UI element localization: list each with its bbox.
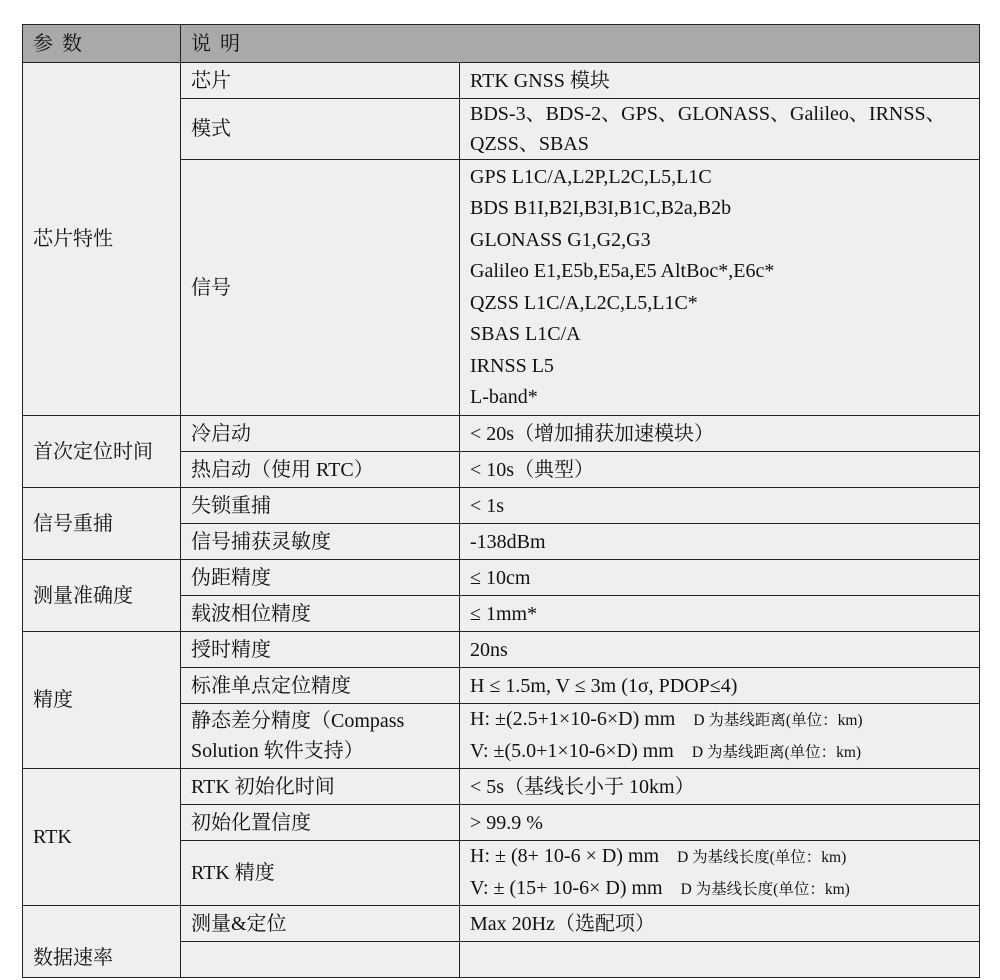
h-value: H: ± (8+ 10-6 × D) mm [470,845,660,867]
param-empty [181,942,460,978]
value-rtk-accuracy [460,841,980,906]
h-note: D 为基线距离(单位：km) [693,712,863,729]
v-value: V: ± (15+ 10-6× D) mm [470,877,663,899]
value-empty [460,942,980,978]
value-static-diff [460,704,980,769]
signal-line: Galileo E1,E5b,E5a,E5 AltBoc*,E6c* [470,260,775,282]
value-mode [460,99,980,160]
group-precision: 精度 [23,632,181,769]
table-row [23,906,980,942]
header-desc: 说 明 [181,25,980,63]
table-row [23,416,980,452]
param-sensitivity: 信号捕获灵敏度 [181,524,460,560]
value-meas-pos: Max 20Hz（选配项） [460,906,980,942]
param-meas-pos: 测量&定位 [181,906,460,942]
param-rtk-accuracy: RTK 精度 [181,841,460,906]
group-rtk: RTK [23,769,181,906]
param-lock-reacq: 失锁重捕 [181,488,460,524]
value-pseudorange: ≤ 10cm [460,560,980,596]
value-line [470,736,969,768]
table-row [23,632,980,668]
param-static-diff [181,704,460,769]
value-rtk-init-time: < 5s（基线长小于 10km） [460,769,980,805]
group-reacquisition: 信号重捕 [23,488,181,560]
value-chip: RTK GNSS 模块 [460,63,980,99]
param-mode: 模式 [181,99,460,160]
signal-line: BDS B1I,B2I,B3I,B1C,B2a,B2b [470,197,732,219]
param-spp: 标准单点定位精度 [181,668,460,704]
param-line: 静态差分精度（Compass [191,710,405,732]
param-chip: 芯片 [181,63,460,99]
param-timing: 授时精度 [181,632,460,668]
param-init-confidence: 初始化置信度 [181,805,460,841]
param-carrier-phase: 载波相位精度 [181,596,460,632]
signal-line: IRNSS L5 [470,354,554,377]
signal-line: QZSS L1C/A,L2C,L5,L1C* [470,291,698,314]
group-ttff: 首次定位时间 [23,416,181,488]
group-data-rate: 数据速率 [23,906,181,978]
value-init-confidence: > 99.9 % [460,805,980,841]
value-carrier-phase: ≤ 1mm* [460,596,980,632]
spec-table [22,24,980,978]
h-note: D 为基线长度(单位：km) [677,849,847,866]
mode-line: BDS-3、BDS-2、GPS、GLONASS、Galileo、IRNSS、 [470,103,946,125]
group-measurement: 测量准确度 [23,560,181,632]
table-row [23,488,980,524]
h-value: H: ±(2.5+1×10-6×D) mm [470,708,676,730]
value-timing: 20ns [460,632,980,668]
table-row [23,560,980,596]
table-row [23,769,980,805]
header-param: 参 数 [23,25,181,63]
value-line [470,873,969,905]
signal-line: GPS L1C/A,L2P,L2C,L5,L1C [470,165,712,188]
mode-line: QZSS、SBAS [470,133,589,155]
signal-line: SBAS L1C/A [470,323,581,345]
v-value: V: ±(5.0+1×10-6×D) mm [470,740,674,762]
param-pseudorange: 伪距精度 [181,560,460,596]
v-note: D 为基线长度(单位：km) [680,881,850,898]
value-lock-reacq: < 1s [460,488,980,524]
param-rtk-init-time: RTK 初始化时间 [181,769,460,805]
param-cold-start: 冷启动 [181,416,460,452]
signal-line: GLONASS G1,G2,G3 [470,228,651,251]
param-hot-start: 热启动（使用 RTC） [181,452,460,488]
group-chip-features: 芯片特性 [23,63,181,416]
value-spp: H ≤ 1.5m, V ≤ 3m (1σ, PDOP≤4) [460,668,980,704]
value-line [470,841,969,873]
value-hot-start: < 10s（典型） [460,452,980,488]
value-sensitivity: -138dBm [460,524,980,560]
header-row [23,25,980,63]
value-cold-start: < 20s（增加捕获加速模块） [460,416,980,452]
param-signal: 信号 [181,160,460,416]
value-signal [460,160,980,416]
param-line: Solution 软件支持） [191,740,364,762]
signal-line: L-band* [470,386,538,408]
v-note: D 为基线距离(单位：km) [691,744,862,761]
value-line [470,704,969,736]
table-row [23,63,980,99]
